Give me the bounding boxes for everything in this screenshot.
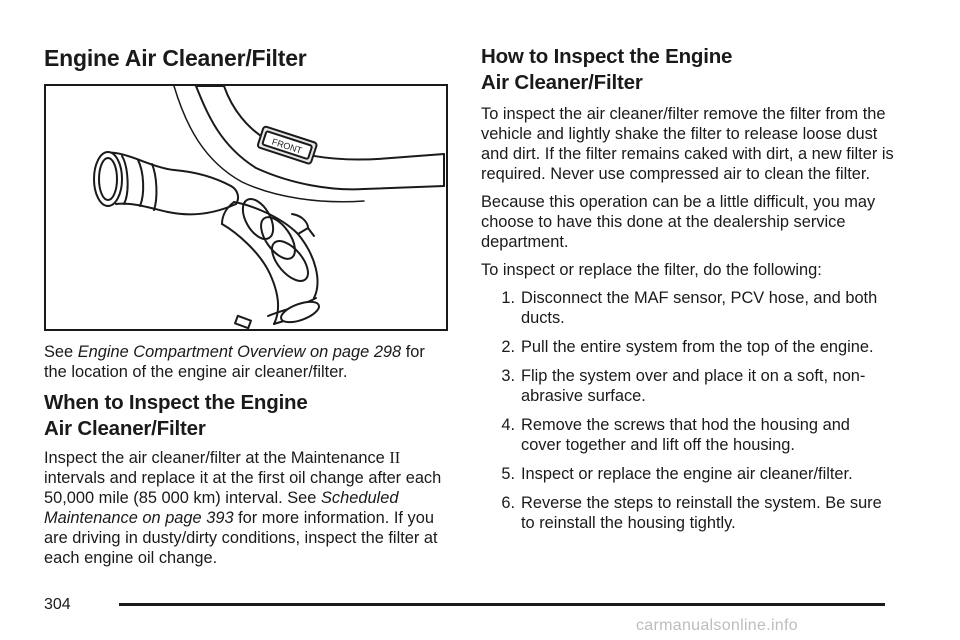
step-text: Disconnect the MAF sensor, PCV hose, and both ducts. (521, 289, 878, 327)
step-number: 6. (501, 494, 515, 512)
step-number: 3. (501, 367, 515, 385)
step-item (481, 366, 901, 406)
step-text: Flip the system over and place it on a soft, non-abrasive surface. (521, 367, 866, 405)
step-number: 5. (501, 465, 515, 483)
step-text: Pull the entire system from the top of the engine. (521, 338, 874, 356)
step-number: 4. (501, 416, 515, 434)
step-text: Inspect or replace the engine air cleaner/filter. (521, 465, 853, 483)
scheduled-maintenance-reference: Scheduled Maintenance on page 393 (44, 489, 399, 527)
maintenance-symbol: II (389, 448, 401, 467)
page-number: 304 (44, 596, 71, 613)
inspect-interval-paragraph: Inspect the air cleaner/filter at the Maintenance II intervals and replace it at the first oil change after each 50,000 mile (85 000 km) interval. See Scheduled Maintenance on page 393 for more information. If you are driving in dusty/dirty conditions, inspect the filter at each engine oil change. (44, 448, 442, 567)
steps-intro: To inspect or replace the filter, do the following: (481, 261, 822, 279)
left-column (44, 44, 448, 576)
footer-rule (119, 603, 885, 606)
watermark: carmanualsonline.info (636, 617, 798, 634)
inspect-procedure-paragraph: To inspect the air cleaner/filter remove the filter from the vehicle and lightly shake the filter to release loose dust and dirt. If the filter remains caked with dirt, a new filter is required. Never use compressed air to clean the filter. (481, 105, 894, 183)
how-to-inspect-heading: How to Inspect the Engine Air Cleaner/Filter (481, 45, 733, 94)
step-text: Remove the screws that hod the housing and cover together and lift off the housing. (521, 416, 850, 454)
step-item (481, 337, 901, 357)
air-cleaner-illustration (46, 86, 446, 329)
figure-caption: See Engine Compartment Overview on page 298 for the location of the engine air cleaner/filter. (44, 343, 425, 381)
step-item (481, 288, 901, 328)
step-item (481, 415, 901, 455)
when-to-inspect-heading: When to Inspect the Engine Air Cleaner/Filter (44, 391, 308, 440)
step-number: 1. (501, 289, 515, 307)
steps-list (481, 288, 901, 533)
right-column (481, 44, 901, 542)
step-number: 2. (501, 338, 515, 356)
step-item (481, 464, 901, 484)
air-cleaner-figure (44, 84, 448, 331)
section-title: Engine Air Cleaner/Filter (44, 45, 307, 71)
engine-compartment-reference: Engine Compartment Overview on page 298 (77, 343, 402, 361)
front-label: FRONT (270, 136, 304, 156)
dealership-paragraph: Because this operation can be a little difficult, you may choose to have this done at the dealership service department. (481, 193, 876, 251)
step-text: Reverse the steps to reinstall the system. Be sure to reinstall the housing tightly. (521, 494, 882, 532)
step-item (481, 493, 901, 533)
